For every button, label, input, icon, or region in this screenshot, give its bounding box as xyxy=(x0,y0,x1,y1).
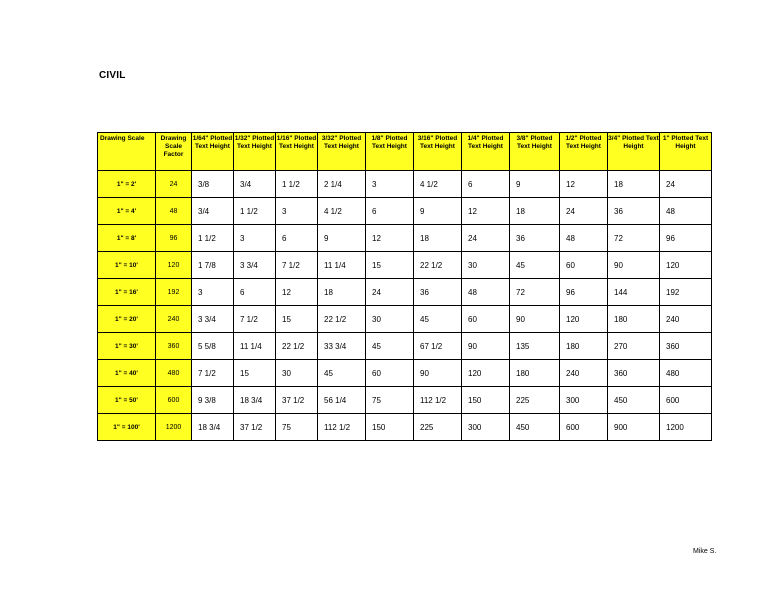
scale-factor-cell: 240 xyxy=(156,306,192,333)
text-height-cell: 33 3/4 xyxy=(318,333,366,360)
text-height-cell: 144 xyxy=(608,279,660,306)
text-height-cell: 72 xyxy=(608,225,660,252)
text-height-cell: 9 xyxy=(414,198,462,225)
text-height-cell: 1 1/2 xyxy=(276,171,318,198)
text-height-cell: 30 xyxy=(366,306,414,333)
text-height-cell: 1 1/2 xyxy=(234,198,276,225)
text-height-cell: 18 xyxy=(414,225,462,252)
text-height-cell: 120 xyxy=(660,252,712,279)
table-row xyxy=(98,333,712,360)
column-header: 3/4" Plotted Text Height xyxy=(608,133,660,171)
column-header: 1/4" Plotted Text Height xyxy=(462,133,510,171)
table-body xyxy=(98,171,712,441)
text-height-cell: 3 3/4 xyxy=(192,306,234,333)
text-height-cell: 37 1/2 xyxy=(276,387,318,414)
text-height-cell: 60 xyxy=(366,360,414,387)
text-height-cell: 75 xyxy=(366,387,414,414)
text-height-cell: 60 xyxy=(462,306,510,333)
scale-factor-cell: 192 xyxy=(156,279,192,306)
row-scale-label: 1" = 100' xyxy=(98,414,156,441)
text-height-cell: 3 xyxy=(234,225,276,252)
row-scale-label: 1" = 4' xyxy=(98,198,156,225)
text-height-cell: 120 xyxy=(560,306,608,333)
text-height-cell: 180 xyxy=(608,306,660,333)
text-height-cell: 1 7/8 xyxy=(192,252,234,279)
text-height-cell: 11 1/4 xyxy=(234,333,276,360)
text-height-cell: 30 xyxy=(462,252,510,279)
text-height-cell: 450 xyxy=(608,387,660,414)
scale-conversion-table xyxy=(97,132,712,441)
row-scale-label: 1" = 16' xyxy=(98,279,156,306)
row-scale-label: 1" = 10' xyxy=(98,252,156,279)
text-height-cell: 15 xyxy=(366,252,414,279)
text-height-cell: 9 xyxy=(318,225,366,252)
text-height-cell: 9 xyxy=(510,171,560,198)
text-height-cell: 75 xyxy=(276,414,318,441)
text-height-cell: 22 1/2 xyxy=(318,306,366,333)
text-height-cell: 360 xyxy=(660,333,712,360)
text-height-cell: 18 xyxy=(510,198,560,225)
text-height-cell: 15 xyxy=(276,306,318,333)
scale-factor-cell: 1200 xyxy=(156,414,192,441)
text-height-cell: 36 xyxy=(414,279,462,306)
text-height-cell: 6 xyxy=(234,279,276,306)
text-height-cell: 18 xyxy=(318,279,366,306)
text-height-cell: 96 xyxy=(560,279,608,306)
column-header: 1" Plotted Text Height xyxy=(660,133,712,171)
row-scale-label: 1" = 8' xyxy=(98,225,156,252)
page-title: CIVIL xyxy=(99,70,126,81)
column-header: Drawing Scale xyxy=(98,133,156,171)
column-header: 3/32" Plotted Text Height xyxy=(318,133,366,171)
column-header: 1/2" Plotted Text Height xyxy=(560,133,608,171)
column-header: Drawing Scale Factor xyxy=(156,133,192,171)
text-height-cell: 3/4 xyxy=(234,171,276,198)
text-height-cell: 600 xyxy=(660,387,712,414)
text-height-cell: 6 xyxy=(276,225,318,252)
text-height-cell: 3 3/4 xyxy=(234,252,276,279)
author-signature: Mike S. xyxy=(693,548,717,555)
text-height-cell: 67 1/2 xyxy=(414,333,462,360)
text-height-cell: 18 3/4 xyxy=(192,414,234,441)
scale-factor-cell: 120 xyxy=(156,252,192,279)
text-height-cell: 600 xyxy=(560,414,608,441)
scale-factor-cell: 48 xyxy=(156,198,192,225)
text-height-cell: 4 1/2 xyxy=(318,198,366,225)
text-height-cell: 1200 xyxy=(660,414,712,441)
text-height-cell: 36 xyxy=(510,225,560,252)
text-height-cell: 120 xyxy=(462,360,510,387)
text-height-cell: 45 xyxy=(318,360,366,387)
table-row xyxy=(98,198,712,225)
row-scale-label: 1" = 20' xyxy=(98,306,156,333)
table-row xyxy=(98,225,712,252)
column-header: 3/16" Plotted Text Height xyxy=(414,133,462,171)
column-header: 1/32" Plotted Text Height xyxy=(234,133,276,171)
text-height-cell: 96 xyxy=(660,225,712,252)
text-height-cell: 24 xyxy=(560,198,608,225)
text-height-cell: 3 xyxy=(192,279,234,306)
text-height-cell: 150 xyxy=(462,387,510,414)
text-height-cell: 112 1/2 xyxy=(318,414,366,441)
text-height-cell: 12 xyxy=(462,198,510,225)
text-height-cell: 1 1/2 xyxy=(192,225,234,252)
text-height-cell: 45 xyxy=(414,306,462,333)
text-height-cell: 18 3/4 xyxy=(234,387,276,414)
row-scale-label: 1" = 50' xyxy=(98,387,156,414)
text-height-cell: 30 xyxy=(276,360,318,387)
text-height-cell: 3 xyxy=(276,198,318,225)
text-height-cell: 270 xyxy=(608,333,660,360)
scale-factor-cell: 360 xyxy=(156,333,192,360)
table-row xyxy=(98,171,712,198)
text-height-cell: 7 1/2 xyxy=(192,360,234,387)
text-height-cell: 225 xyxy=(414,414,462,441)
text-height-cell: 45 xyxy=(510,252,560,279)
text-height-cell: 72 xyxy=(510,279,560,306)
text-height-cell: 90 xyxy=(510,306,560,333)
text-height-cell: 90 xyxy=(414,360,462,387)
text-height-cell: 36 xyxy=(608,198,660,225)
text-height-cell: 300 xyxy=(462,414,510,441)
row-scale-label: 1" = 40' xyxy=(98,360,156,387)
text-height-cell: 2 1/4 xyxy=(318,171,366,198)
text-height-cell: 11 1/4 xyxy=(318,252,366,279)
text-height-cell: 12 xyxy=(560,171,608,198)
text-height-cell: 45 xyxy=(366,333,414,360)
table-row xyxy=(98,279,712,306)
scale-factor-cell: 600 xyxy=(156,387,192,414)
text-height-cell: 12 xyxy=(276,279,318,306)
text-height-cell: 3 xyxy=(366,171,414,198)
text-height-cell: 56 1/4 xyxy=(318,387,366,414)
text-height-cell: 180 xyxy=(510,360,560,387)
text-height-cell: 240 xyxy=(660,306,712,333)
text-height-cell: 48 xyxy=(660,198,712,225)
text-height-cell: 60 xyxy=(560,252,608,279)
scale-factor-cell: 24 xyxy=(156,171,192,198)
text-height-cell: 24 xyxy=(462,225,510,252)
text-height-cell: 37 1/2 xyxy=(234,414,276,441)
text-height-cell: 180 xyxy=(560,333,608,360)
text-height-cell: 240 xyxy=(560,360,608,387)
column-header: 1/16" Plotted Text Height xyxy=(276,133,318,171)
text-height-cell: 3/4 xyxy=(192,198,234,225)
text-height-cell: 24 xyxy=(366,279,414,306)
text-height-cell: 5 5/8 xyxy=(192,333,234,360)
text-height-cell: 135 xyxy=(510,333,560,360)
row-scale-label: 1" = 2' xyxy=(98,171,156,198)
scale-factor-cell: 96 xyxy=(156,225,192,252)
text-height-cell: 225 xyxy=(510,387,560,414)
text-height-cell: 48 xyxy=(560,225,608,252)
text-height-cell: 150 xyxy=(366,414,414,441)
scale-factor-cell: 480 xyxy=(156,360,192,387)
text-height-cell: 90 xyxy=(462,333,510,360)
text-height-cell: 192 xyxy=(660,279,712,306)
text-height-cell: 6 xyxy=(366,198,414,225)
text-height-cell: 300 xyxy=(560,387,608,414)
table-row xyxy=(98,387,712,414)
column-header: 1/8" Plotted Text Height xyxy=(366,133,414,171)
text-height-cell: 24 xyxy=(660,171,712,198)
text-height-cell: 18 xyxy=(608,171,660,198)
column-header: 3/8" Plotted Text Height xyxy=(510,133,560,171)
text-height-cell: 4 1/2 xyxy=(414,171,462,198)
table-row xyxy=(98,306,712,333)
text-height-cell: 48 xyxy=(462,279,510,306)
text-height-cell: 22 1/2 xyxy=(414,252,462,279)
column-header: 1/64" Plotted Text Height xyxy=(192,133,234,171)
text-height-cell: 90 xyxy=(608,252,660,279)
text-height-cell: 7 1/2 xyxy=(234,306,276,333)
text-height-cell: 12 xyxy=(366,225,414,252)
row-scale-label: 1" = 30' xyxy=(98,333,156,360)
text-height-cell: 3/8 xyxy=(192,171,234,198)
text-height-cell: 900 xyxy=(608,414,660,441)
text-height-cell: 450 xyxy=(510,414,560,441)
table-row xyxy=(98,360,712,387)
text-height-cell: 7 1/2 xyxy=(276,252,318,279)
table-row xyxy=(98,414,712,441)
text-height-cell: 15 xyxy=(234,360,276,387)
text-height-cell: 112 1/2 xyxy=(414,387,462,414)
text-height-cell: 9 3/8 xyxy=(192,387,234,414)
text-height-cell: 480 xyxy=(660,360,712,387)
text-height-cell: 360 xyxy=(608,360,660,387)
text-height-cell: 6 xyxy=(462,171,510,198)
table-row xyxy=(98,252,712,279)
text-height-cell: 22 1/2 xyxy=(276,333,318,360)
table-header-row xyxy=(98,133,712,171)
